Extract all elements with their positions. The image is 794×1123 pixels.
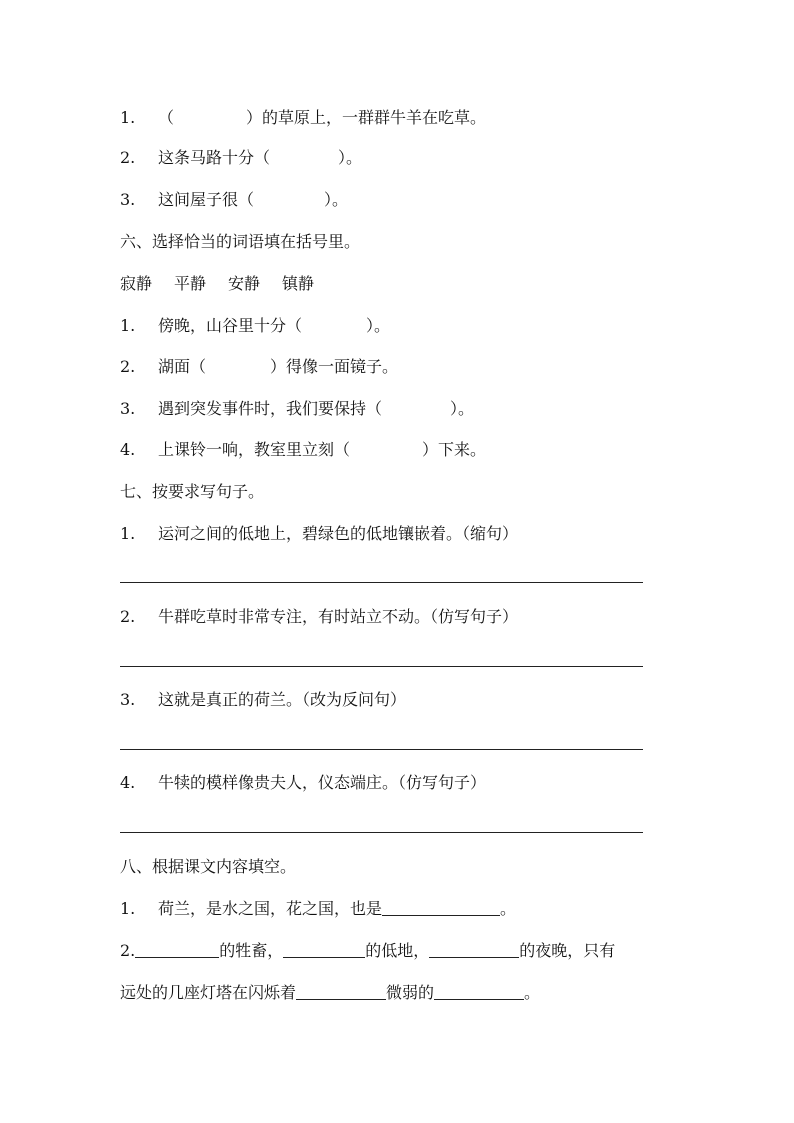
item-prefix: 这条马路十分（ (158, 148, 271, 167)
text-segment: 。 (524, 983, 541, 1002)
item-prefix: （ (158, 108, 175, 127)
answer-blank-underline[interactable] (283, 939, 365, 958)
answer-blank-underline[interactable] (382, 897, 500, 916)
sentence-task-1: 1. 运河之间的低地上，碧绿色的低地镶嵌着。（缩句） (120, 524, 519, 543)
text-segment: 的夜晚，只有 (519, 941, 616, 960)
answer-line-4[interactable] (120, 832, 643, 833)
section-6-title: 六、选择恰当的词语填在括号里。 (120, 232, 361, 251)
sentence-task-4: 4. 牛犊的模样像贵夫人，仪态端庄。（仿写句子） (120, 773, 487, 792)
fill-item-6-3: 3. 遇到突发事件时，我们要保持（ ）。 (120, 399, 475, 418)
item-number: 2. (120, 941, 136, 960)
text-segment: 远处的几座灯塔在闪烁着 (120, 983, 297, 1002)
item-prefix: 这间屋子很（ (158, 190, 255, 209)
answer-line-2[interactable] (120, 666, 643, 667)
fill-item-5-1: 1. （ ）的草原上，一群群牛羊在吃草。 (120, 108, 487, 127)
item-prefix: 荷兰，是水之国，花之国，也是 (158, 899, 383, 918)
item-suffix: ）的草原上，一群群牛羊在吃草。 (246, 108, 487, 127)
fill-item-8-2-line2 (120, 981, 540, 1005)
word-option: 安静 (228, 274, 261, 293)
task-text: 牛犊的模样像贵夫人，仪态端庄。（仿写句子） (158, 773, 487, 792)
fill-item-5-2: 2. 这条马路十分（ ）。 (120, 148, 363, 167)
item-suffix: ）。 (366, 316, 391, 335)
fill-item-6-2: 2. 湖面（ ）得像一面镜子。 (120, 357, 399, 376)
answer-blank-underline[interactable] (135, 939, 219, 958)
item-suffix: ）下来。 (422, 440, 487, 459)
answer-line-1[interactable] (120, 582, 643, 583)
fill-item-5-3: 3. 这间屋子很（ ）。 (120, 190, 349, 209)
text-segment: 的低地， (365, 941, 430, 960)
sentence-task-2: 2. 牛群吃草时非常专注，有时站立不动。（仿写句子） (120, 607, 519, 626)
answer-blank-underline[interactable] (434, 981, 524, 1000)
task-text: 牛群吃草时非常专注，有时站立不动。（仿写句子） (158, 607, 519, 626)
task-text: 这就是真正的荷兰。（改为反问句） (158, 690, 407, 709)
text-segment: 的牲畜， (219, 941, 284, 960)
item-prefix: 上课铃一响，教室里立刻（ (158, 440, 351, 459)
answer-line-3[interactable] (120, 749, 643, 750)
fill-item-8-2-line1 (120, 939, 615, 963)
fill-item-6-4: 4. 上课铃一响，教室里立刻（ ）下来。 (120, 440, 487, 459)
answer-blank-underline[interactable] (429, 939, 519, 958)
answer-blank-underline[interactable] (296, 981, 386, 1000)
word-option: 寂静 (120, 274, 153, 293)
item-prefix: 傍晚，山谷里十分（ (158, 316, 303, 335)
item-suffix: ）。 (450, 399, 475, 418)
fill-item-8-1: 1. 荷兰，是水之国，花之国，也是 。 (120, 899, 517, 918)
word-option: 镇静 (282, 274, 315, 293)
item-suffix: ）得像一面镜子。 (270, 357, 399, 376)
item-suffix: ）。 (338, 148, 363, 167)
section-8-title: 八、根据课文内容填空。 (120, 857, 297, 876)
text-segment: 微弱的 (386, 983, 435, 1002)
task-text: 运河之间的低地上，碧绿色的低地镶嵌着。（缩句） (158, 524, 519, 543)
section-7-title: 七、按要求写句子。 (120, 482, 265, 501)
word-option: 平静 (174, 274, 207, 293)
sentence-task-3: 3. 这就是真正的荷兰。（改为反问句） (120, 690, 407, 709)
item-suffix: 。 (500, 899, 517, 918)
word-bank (120, 272, 336, 296)
fill-item-6-1: 1. 傍晚，山谷里十分（ ）。 (120, 316, 391, 335)
item-suffix: ）。 (324, 190, 349, 209)
item-prefix: 湖面（ (158, 357, 207, 376)
item-prefix: 遇到突发事件时，我们要保持（ (158, 399, 383, 418)
